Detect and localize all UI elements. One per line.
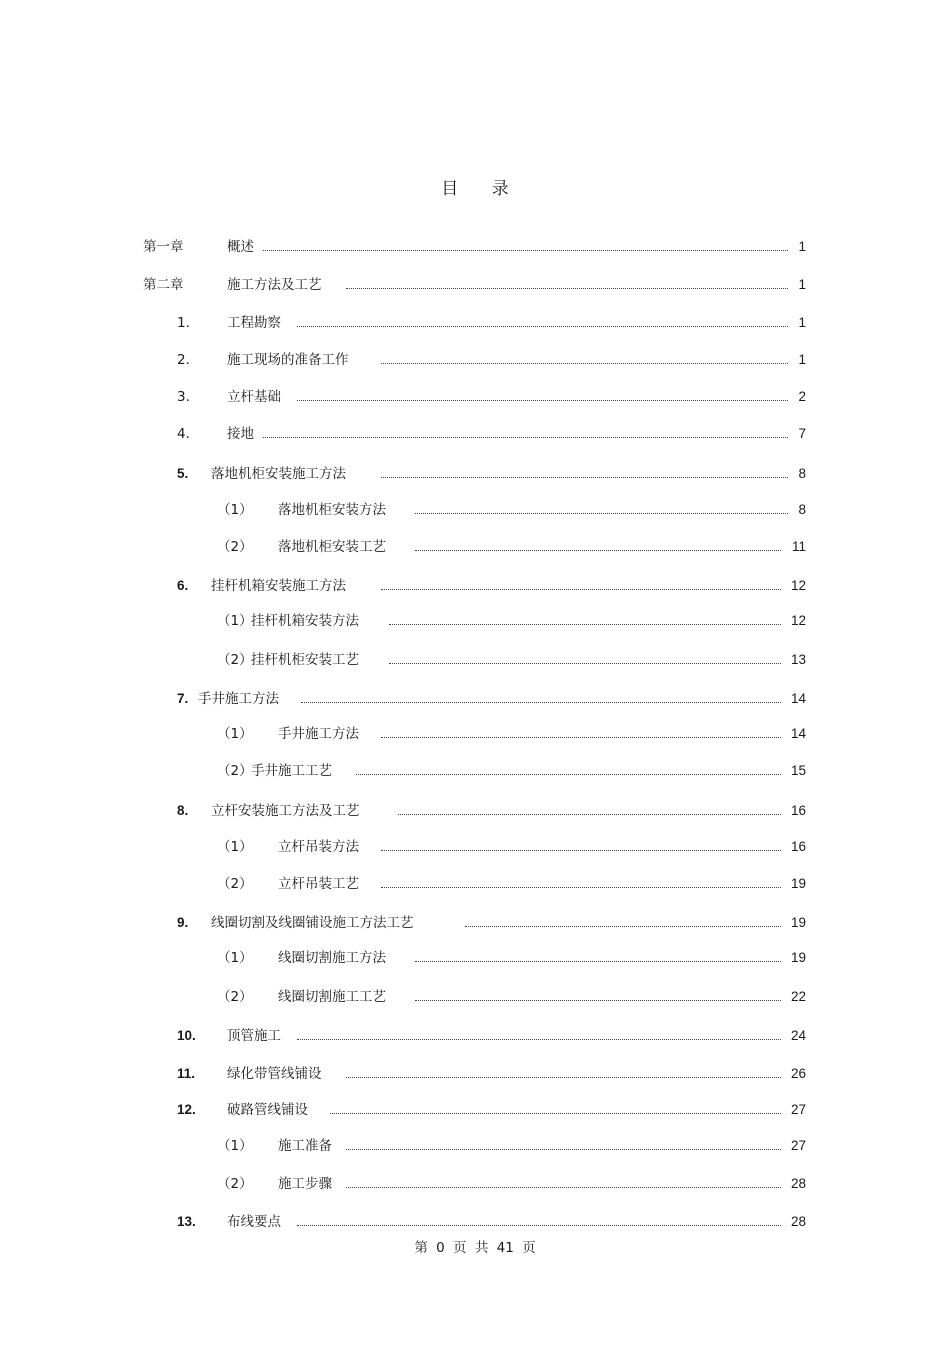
toc-leader-dots bbox=[297, 326, 788, 327]
toc-entry[interactable] bbox=[0, 724, 950, 744]
toc-entry-page-number: 27 bbox=[790, 1102, 806, 1117]
toc-entry-page-number: 14 bbox=[790, 726, 806, 741]
toc-entry-number: 9. bbox=[177, 915, 189, 930]
toc-entry[interactable] bbox=[0, 464, 950, 484]
toc-entry-title: 概述 bbox=[227, 239, 254, 255]
toc-leader-dots bbox=[381, 589, 781, 590]
toc-entry[interactable] bbox=[0, 500, 950, 520]
toc-leader-dots bbox=[330, 1113, 781, 1114]
toc-entry-number: 1. bbox=[177, 315, 190, 331]
toc-entry[interactable] bbox=[0, 1064, 950, 1084]
toc-entry[interactable] bbox=[0, 275, 950, 295]
toc-leader-dots bbox=[356, 774, 781, 775]
toc-entry-number: （1） bbox=[217, 839, 253, 855]
toc-entry-title: 落地机柜安装工艺 bbox=[278, 539, 386, 555]
toc-entry[interactable] bbox=[0, 1100, 950, 1120]
toc-entry[interactable] bbox=[0, 424, 950, 444]
toc-entry[interactable] bbox=[0, 948, 950, 968]
toc-entry-title: 落地机柜安装施工方法 bbox=[211, 466, 346, 482]
toc-entry-page-number: 15 bbox=[790, 763, 806, 778]
toc-leader-dots bbox=[301, 702, 781, 703]
toc-entry[interactable] bbox=[0, 1174, 950, 1194]
toc-entry-title: 施工步骤 bbox=[278, 1176, 332, 1192]
toc-entry-page-number: 1 bbox=[798, 315, 806, 330]
page-footer: 第 0 页 共 41 页 bbox=[414, 1240, 536, 1256]
toc-entry-number: 13. bbox=[177, 1214, 196, 1229]
toc-entry[interactable] bbox=[0, 987, 950, 1007]
toc-entry-title: 施工准备 bbox=[278, 1138, 332, 1154]
toc-entry-page-number: 19 bbox=[790, 876, 806, 891]
toc-entry-page-number: 11 bbox=[791, 539, 806, 554]
toc-leader-dots bbox=[398, 814, 781, 815]
toc-leader-dots bbox=[297, 1225, 781, 1226]
toc-entry-title: 绿化带管线铺设 bbox=[227, 1066, 322, 1082]
toc-leader-dots bbox=[346, 1077, 781, 1078]
toc-entry-page-number: 26 bbox=[790, 1066, 806, 1081]
toc-entry[interactable] bbox=[0, 350, 950, 370]
toc-entry-number: 12. bbox=[177, 1102, 196, 1117]
toc-entry[interactable] bbox=[0, 801, 950, 821]
toc-leader-dots bbox=[381, 850, 781, 851]
toc-leader-dots bbox=[263, 437, 788, 438]
toc-entry-page-number: 24 bbox=[790, 1028, 806, 1043]
toc-entry-page-number: 1 bbox=[798, 239, 806, 254]
toc-entry[interactable] bbox=[0, 313, 950, 333]
toc-entry-page-number: 1 bbox=[798, 277, 806, 292]
toc-entry-title: 立杆吊装工艺 bbox=[278, 876, 359, 892]
toc-entry-number: 10. bbox=[177, 1028, 196, 1043]
toc-leader-dots bbox=[381, 887, 781, 888]
toc-leader-dots bbox=[346, 1149, 781, 1150]
toc-entry-number: 7. bbox=[177, 691, 189, 706]
toc-entry[interactable] bbox=[0, 874, 950, 894]
toc-entry-page-number: 22 bbox=[790, 989, 806, 1004]
toc-leader-dots bbox=[297, 1039, 781, 1040]
toc-entry-page-number: 8 bbox=[798, 466, 806, 481]
toc-entry-page-number: 12 bbox=[790, 578, 806, 593]
toc-leader-dots bbox=[381, 737, 781, 738]
toc-entry[interactable] bbox=[0, 611, 950, 631]
toc-entry-number: （2） bbox=[217, 876, 253, 892]
toc-leader-dots bbox=[297, 400, 788, 401]
toc-entry-page-number: 16 bbox=[790, 839, 806, 854]
toc-entry-page-number: 16 bbox=[790, 803, 806, 818]
toc-entry-title: 线圈切割施工方法 bbox=[278, 950, 386, 966]
toc-entry-page-number: 28 bbox=[790, 1176, 806, 1191]
toc-entry-number: 第一章 bbox=[143, 239, 184, 255]
toc-entry-number: （1） bbox=[217, 502, 253, 518]
toc-entry-title: 落地机柜安装方法 bbox=[278, 502, 386, 518]
toc-entry-title: 布线要点 bbox=[227, 1214, 281, 1230]
toc-leader-dots bbox=[346, 1187, 781, 1188]
toc-entry-title: 施工方法及工艺 bbox=[227, 277, 322, 293]
toc-leader-dots bbox=[381, 363, 788, 364]
toc-entry-number: 2. bbox=[177, 352, 190, 368]
toc-entry-number: （2） bbox=[217, 763, 253, 779]
toc-entry-title: 破路管线铺设 bbox=[227, 1102, 308, 1118]
toc-leader-dots bbox=[415, 513, 788, 514]
toc-entry[interactable] bbox=[0, 1026, 950, 1046]
toc-entry-page-number: 19 bbox=[790, 950, 806, 965]
toc-leader-dots bbox=[415, 1000, 781, 1001]
toc-entry[interactable] bbox=[0, 576, 950, 596]
toc-entry-title: 顶管施工 bbox=[227, 1028, 281, 1044]
toc-entry-title: 工程勘察 bbox=[227, 315, 281, 331]
toc-title: 目 录 bbox=[441, 179, 523, 199]
toc-entry-title: 挂杆机箱安装方法 bbox=[251, 613, 359, 629]
toc-entry-page-number: 8 bbox=[798, 502, 806, 517]
toc-entry-title: 手井施工工艺 bbox=[251, 763, 332, 779]
toc-entry[interactable] bbox=[0, 913, 950, 933]
toc-entry-number: （2） bbox=[217, 539, 253, 555]
toc-entry-page-number: 19 bbox=[790, 915, 806, 930]
toc-entry-title: 挂杆机箱安装施工方法 bbox=[211, 578, 346, 594]
toc-entry-page-number: 28 bbox=[790, 1214, 806, 1229]
toc-entry-title: 接地 bbox=[227, 426, 254, 442]
toc-leader-dots bbox=[389, 624, 781, 625]
toc-entry-number: （1） bbox=[217, 613, 253, 629]
toc-leader-dots bbox=[346, 288, 788, 289]
toc-entry-number: （2） bbox=[217, 652, 253, 668]
toc-entry-number: 第二章 bbox=[143, 277, 184, 293]
toc-entry-number: 5. bbox=[177, 466, 189, 481]
toc-leader-dots bbox=[389, 663, 781, 664]
toc-leader-dots bbox=[381, 477, 788, 478]
toc-entry-title: 施工现场的准备工作 bbox=[227, 352, 349, 368]
toc-leader-dots bbox=[415, 961, 781, 962]
toc-entry-page-number: 7 bbox=[798, 426, 806, 441]
toc-entry-number: 11. bbox=[177, 1066, 196, 1081]
toc-entry[interactable] bbox=[0, 650, 950, 670]
toc-entry-number: （1） bbox=[217, 1138, 253, 1154]
toc-entry[interactable] bbox=[0, 237, 950, 257]
toc-entry[interactable] bbox=[0, 1212, 950, 1232]
toc-entry-number: （2） bbox=[217, 1176, 253, 1192]
toc-entry-title: 线圈切割施工工艺 bbox=[278, 989, 386, 1005]
toc-entry-number: 4. bbox=[177, 426, 190, 442]
toc-entry[interactable] bbox=[0, 537, 950, 557]
toc-entry-title: 挂杆机柜安装工艺 bbox=[251, 652, 359, 668]
toc-entry-page-number: 1 bbox=[798, 352, 806, 367]
toc-entry-number: 3. bbox=[177, 389, 190, 405]
toc-entry-number: （1） bbox=[217, 950, 253, 966]
toc-entry-number: 8. bbox=[177, 803, 189, 818]
toc-entry-page-number: 27 bbox=[790, 1138, 806, 1153]
toc-entry-title: 立杆基础 bbox=[227, 389, 281, 405]
toc-leader-dots bbox=[263, 250, 788, 251]
toc-entry[interactable] bbox=[0, 387, 950, 407]
toc-leader-dots bbox=[415, 550, 781, 551]
toc-entry-title: 线圈切割及线圈铺设施工方法工艺 bbox=[211, 915, 414, 931]
toc-entry-number: （1） bbox=[217, 726, 253, 742]
toc-entry-page-number: 12 bbox=[790, 613, 806, 628]
toc-entry-title: 手井施工方法 bbox=[198, 691, 279, 707]
toc-entry-number: 6. bbox=[177, 578, 189, 593]
toc-entry[interactable] bbox=[0, 1136, 950, 1156]
toc-leader-dots bbox=[465, 926, 781, 927]
toc-entry-page-number: 14 bbox=[790, 691, 806, 706]
toc-entry-title: 手井施工方法 bbox=[278, 726, 359, 742]
toc-entry[interactable] bbox=[0, 837, 950, 857]
toc-entry-title: 立杆吊装方法 bbox=[278, 839, 359, 855]
toc-entry-number: （2） bbox=[217, 989, 253, 1005]
toc-entry-title: 立杆安装施工方法及工艺 bbox=[211, 803, 360, 819]
toc-entry-page-number: 13 bbox=[790, 652, 806, 667]
toc-entry-page-number: 2 bbox=[798, 389, 806, 404]
toc-entry[interactable] bbox=[0, 761, 950, 781]
toc-entry[interactable] bbox=[0, 689, 950, 709]
